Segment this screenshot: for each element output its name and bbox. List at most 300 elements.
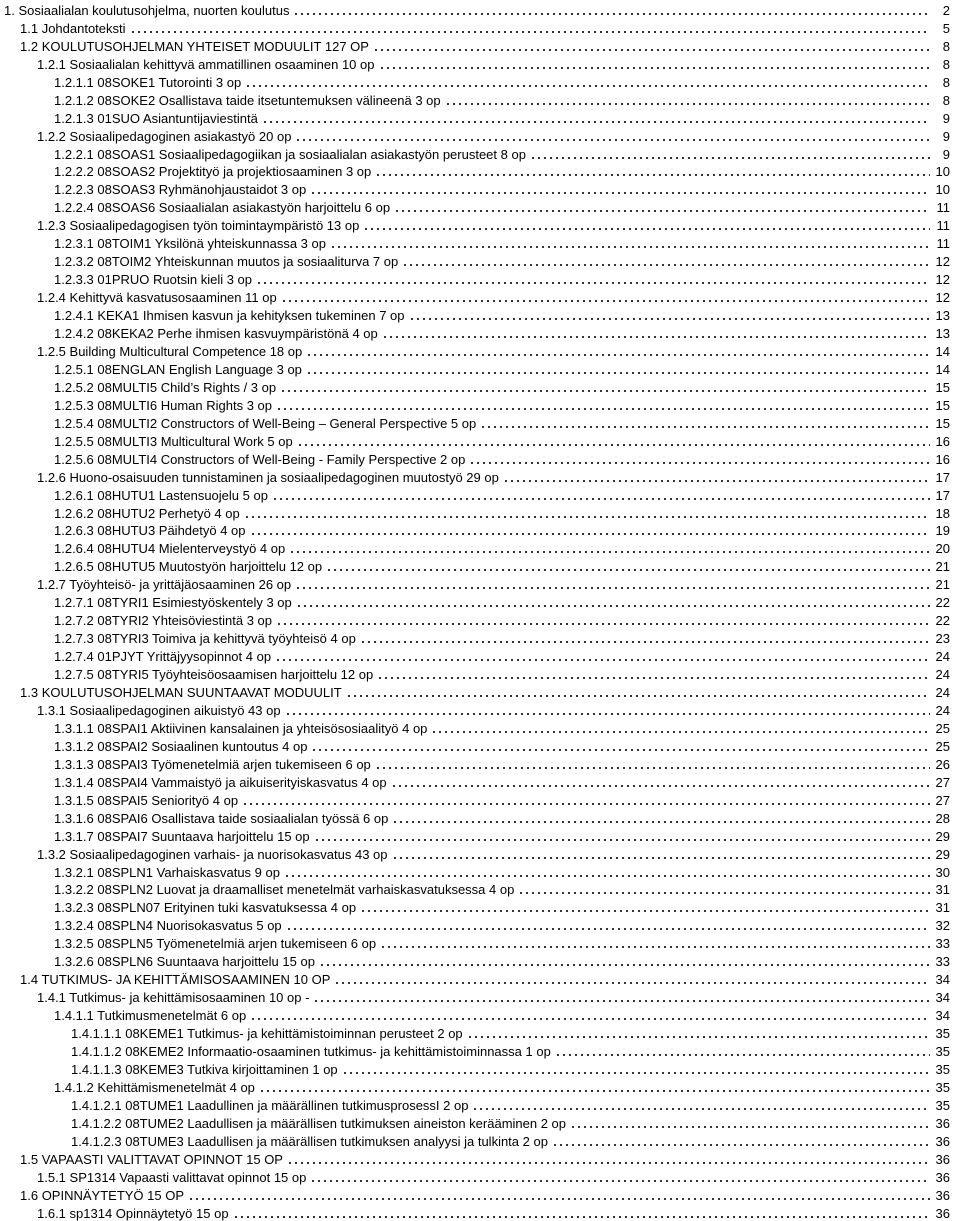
toc-entry-page-number: 19 (935, 523, 950, 539)
toc-entry-text: Huono-osaisuuden tunnistaminen ja sosiaalipedagoginen muutostyö 29 op (65, 469, 499, 485)
toc-entry-title (54, 829, 314, 844)
toc-entry-number: 1.2.4 (37, 290, 66, 306)
toc-entry-title (20, 21, 130, 36)
toc-entry-number: 1.4 (20, 972, 39, 988)
dot-leader (467, 1024, 930, 1039)
toc-entry-page-number: 32 (935, 918, 950, 934)
toc-entry-text: 08TUME1 Laadullinen ja määrällinen tutkimusprosessI 2 op (121, 1097, 469, 1113)
toc-entry-text: 08HUTU4 Mielenterveystyö 4 op (93, 541, 286, 557)
toc-entry-text: 08SOKE2 Osallistava taide itsetuntemuksen välineenä 3 op (93, 92, 441, 108)
toc-entry-number: 1.1 (20, 20, 39, 36)
toc-entry-number: 1.4.1.2.2 (71, 1115, 122, 1131)
toc-entry-title (54, 1008, 250, 1023)
dot-leader (244, 504, 930, 519)
toc-entry-number: 1.2.5.4 (54, 415, 94, 431)
toc-entry-page-number: 17 (935, 487, 950, 503)
toc-entry-page-number: 34 (935, 1008, 950, 1024)
toc-entry-number: 1.2.5 (37, 343, 66, 359)
toc-entry-text: Työyhteisö- ja yrittäjäosaaminen 26 op (65, 577, 292, 593)
toc-entry[interactable] (0, 90, 960, 108)
toc-entry-page-number: 24 (935, 685, 950, 701)
toc-entry[interactable] (0, 880, 960, 898)
toc-entry[interactable] (0, 1131, 960, 1149)
toc-entry[interactable] (0, 162, 960, 180)
toc-entry[interactable] (0, 395, 960, 413)
toc-entry-page-number: 33 (935, 936, 950, 952)
toc-entry-page-number: 8 (942, 92, 950, 108)
toc-entry-page-number: 8 (942, 38, 950, 54)
toc-entry-number: 1.4.1.1.3 (71, 1061, 122, 1077)
dot-leader (570, 1114, 930, 1129)
toc-entry-title (37, 218, 363, 233)
dot-leader (409, 306, 930, 321)
toc-entry-text: KOULUTUSOHJELMAN SUUNTAAVAT MODUULIT (38, 685, 342, 701)
toc-entry-page-number: 24 (935, 667, 950, 683)
dot-leader (262, 109, 930, 124)
toc-entry-number: 1.2.7 (37, 577, 66, 593)
toc-entry-title (37, 129, 295, 144)
dot-leader (310, 180, 929, 195)
dot-leader (503, 468, 930, 483)
toc-entry-page-number: 23 (935, 631, 950, 647)
toc-entry[interactable] (0, 1023, 960, 1041)
toc-entry-number: 1. (4, 2, 15, 18)
toc-entry-title (54, 182, 310, 197)
toc-entry[interactable] (0, 772, 960, 790)
toc-entry-number: 1.2.6.1 (54, 487, 94, 503)
dot-leader (392, 809, 929, 824)
toc-entry-page-number: 31 (935, 882, 950, 898)
toc-entry[interactable] (0, 1041, 960, 1059)
dot-leader (285, 701, 930, 716)
toc-entry-text: Sosiaalialan koulutusohjelma, nuorten koulutus (14, 2, 290, 18)
dot-leader (280, 378, 929, 393)
toc-entry-number: 1.3.2.3 (54, 900, 94, 916)
toc-entry-page-number: 29 (935, 828, 950, 844)
toc-entry-text: 08SPLN07 Erityinen tuki kasvatuksessa 4 op (93, 900, 357, 916)
toc-entry[interactable] (0, 951, 960, 969)
dot-leader (295, 575, 929, 590)
dot-leader (480, 414, 929, 429)
dot-leader (326, 557, 929, 572)
toc-entry-text: Building Multicultural Competence 18 op (65, 343, 303, 359)
toc-entry-title (54, 164, 375, 179)
toc-entry-text: Sosiaalipedagogisen työn toimintaympäristö 13 op (65, 218, 360, 234)
toc-entry-number: 1.3.1.3 (54, 756, 94, 772)
toc-entry-text: 08MULTI5 Child’s Rights / 3 op (93, 379, 277, 395)
toc-entry-text: 08TYRI5 Työyhteisöosaamisen harjoittelu 12 op (93, 667, 374, 683)
toc-entry-page-number: 5 (942, 20, 950, 36)
toc-entry[interactable] (0, 808, 960, 826)
toc-entry-text: 08HUTU5 Muutostyön harjoittelu 12 op (93, 559, 323, 575)
dot-leader (552, 1132, 930, 1147)
toc-entry[interactable] (0, 592, 960, 610)
toc-entry-text: 08KEME3 Tutkiva kirjoittaminen 1 op (121, 1061, 338, 1077)
toc-entry-number: 1.3.2.1 (54, 864, 94, 880)
toc-entry[interactable] (0, 305, 960, 323)
toc-entry-number: 1.3.1.2 (54, 738, 94, 754)
dot-leader (382, 324, 930, 339)
toc-entry[interactable] (0, 1077, 960, 1095)
toc-entry-title (54, 362, 306, 377)
toc-entry-number: 1.2.1.2 (54, 92, 94, 108)
toc-entry-page-number: 29 (935, 846, 950, 862)
toc-entry-text: 08SPLN5 Työmenetelmiä arjen tukemiseen 6 op (93, 936, 377, 952)
toc-entry[interactable] (0, 987, 960, 1005)
toc-entry-number: 1.4.1.2.3 (71, 1133, 122, 1149)
toc-entry-text: 08SPAI2 Sosiaalinen kuntoutus 4 op (93, 738, 308, 754)
toc-entry-number: 1.3.1.1 (54, 720, 94, 736)
toc-entry[interactable] (0, 969, 960, 987)
toc-entry-page-number: 34 (935, 972, 950, 988)
toc-entry-text: Tutkimus- ja kehittämisosaaminen 10 op - (65, 990, 310, 1006)
toc-entry-text: 08TUME2 Laadullisen ja määrällisen tutkimuksen aineiston kerääminen 2 op (121, 1115, 567, 1131)
toc-entry[interactable] (0, 1167, 960, 1185)
toc-entry[interactable] (0, 431, 960, 449)
toc-entry[interactable] (0, 215, 960, 233)
toc-entry-text: TUTKIMUS- JA KEHITTÄMISOSAAMINEN 10 OP (38, 972, 331, 988)
toc-entry-title (20, 1152, 287, 1167)
toc-entry[interactable] (0, 144, 960, 162)
toc-entry[interactable] (0, 36, 960, 54)
toc-entry[interactable] (0, 1113, 960, 1131)
toc-entry-number: 1.3.2 (37, 846, 66, 862)
dot-leader (310, 1168, 929, 1183)
toc-entry-text: Kehittyvä kasvatusosaaminen 11 op (65, 290, 277, 306)
toc-entry-title (37, 344, 306, 359)
toc-entry-page-number: 13 (935, 326, 950, 342)
toc-entry[interactable] (0, 862, 960, 880)
toc-entry-title (54, 147, 530, 162)
toc-entry-number: 1.3.1.5 (54, 792, 94, 808)
toc-entry-title (54, 559, 326, 574)
toc-entry[interactable] (0, 269, 960, 287)
dot-leader (233, 1204, 930, 1219)
toc-entry-number: 1.3.1 (37, 702, 66, 718)
toc-entry-text: Sosiaalipedagoginen varhais- ja nuorisokasvatus 43 op (65, 846, 388, 862)
toc-entry[interactable] (0, 646, 960, 664)
toc-entry-title (20, 685, 346, 700)
toc-entry-text: 08SPLN2 Luovat ja draamalliset menetelmät varhaiskasvatuksessa 4 op (93, 882, 515, 898)
toc-entry[interactable] (0, 251, 960, 269)
toc-entry[interactable] (0, 1005, 960, 1023)
toc-entry[interactable] (0, 72, 960, 90)
dot-leader (360, 898, 929, 913)
toc-entry-page-number: 26 (935, 756, 950, 772)
toc-entry-number: 1.2.3.2 (54, 254, 94, 270)
toc-entry-page-number: 11 (936, 236, 950, 252)
toc-entry[interactable] (0, 0, 960, 18)
dot-leader (250, 1006, 929, 1021)
toc-entry[interactable] (0, 449, 960, 467)
toc-entry-text: 08SPAI1 Aktiivinen kansalainen ja yhteisösosiaalityö 4 op (93, 720, 428, 736)
toc-entry[interactable] (0, 664, 960, 682)
toc-entry[interactable] (0, 521, 960, 539)
toc-entry-number: 1.3.2.4 (54, 918, 94, 934)
toc-entry-title (54, 523, 250, 538)
toc-entry-text: Sosiaalipedagoginen asiakastyö 20 op (65, 128, 292, 144)
toc-entry-page-number: 11 (936, 218, 950, 234)
toc-entry-text: 08TYRI3 Toimiva ja kehittyvä työyhteisö 4 op (93, 631, 356, 647)
toc-entry-page-number: 35 (935, 1026, 950, 1042)
toc-entry-number: 1.5.1 (37, 1169, 66, 1185)
toc-entry-title (71, 1098, 472, 1113)
dot-leader (297, 432, 930, 447)
toc-entry-page-number: 35 (935, 1044, 950, 1060)
toc-entry-title (20, 39, 373, 54)
toc-entry-title (54, 793, 242, 808)
toc-entry-number: 1.3.1.6 (54, 810, 94, 826)
toc-entry-number: 1.2.7.3 (54, 631, 94, 647)
toc-entry[interactable] (0, 1095, 960, 1113)
dot-leader (530, 145, 930, 160)
toc-entry[interactable] (0, 574, 960, 592)
toc-entry-number: 1.3.2.6 (54, 954, 94, 970)
toc-entry-page-number: 21 (935, 577, 950, 593)
toc-entry[interactable] (0, 287, 960, 305)
dot-leader (284, 863, 930, 878)
toc-entry-number: 1.2.6.4 (54, 541, 94, 557)
toc-entry-title (54, 918, 286, 933)
dot-leader (245, 73, 930, 88)
toc-entry-text: SP1314 Vapaasti valittavat opinnot 15 op (65, 1169, 307, 1185)
toc-entry-title (54, 775, 391, 790)
toc-entry-page-number: 8 (942, 56, 950, 72)
toc-entry[interactable] (0, 180, 960, 198)
toc-entry-text: 08ENGLAN English Language 3 op (93, 361, 302, 377)
toc-entry[interactable] (0, 485, 960, 503)
toc-entry-text: 08TUME3 Laadullisen ja määrällisen tutkimuksen analyysi ja tulkinta 2 op (121, 1133, 548, 1149)
toc-entry-title (54, 236, 330, 251)
toc-entry-page-number: 35 (935, 1097, 950, 1113)
dot-leader (276, 611, 930, 626)
toc-entry-number: 1.2.1.3 (54, 110, 94, 126)
toc-entry-page-number: 36 (935, 1115, 950, 1131)
dot-leader (306, 360, 930, 375)
toc-entry-title (37, 847, 392, 862)
toc-entry-title (54, 649, 275, 664)
toc-entry-page-number: 10 (935, 164, 950, 180)
dot-leader (555, 1042, 930, 1057)
toc-entry[interactable] (0, 628, 960, 646)
toc-entry[interactable] (0, 18, 960, 36)
toc-entry-number: 1.6 (20, 1187, 39, 1203)
toc-entry-page-number: 25 (935, 738, 950, 754)
toc-entry[interactable] (0, 736, 960, 754)
toc-entry-title (54, 541, 289, 556)
dot-leader (431, 719, 929, 734)
toc-entry[interactable] (0, 556, 960, 574)
toc-entry[interactable] (0, 718, 960, 736)
toc-entry-number: 1.2.5.1 (54, 361, 94, 377)
toc-entry-title (54, 739, 311, 754)
toc-entry[interactable] (0, 933, 960, 951)
toc-entry[interactable] (0, 359, 960, 377)
toc-entry-number: 1.2.2.2 (54, 164, 94, 180)
dot-leader (379, 55, 931, 70)
toc-entry-number: 1.2.6 (37, 469, 66, 485)
dot-leader (313, 988, 929, 1003)
toc-entry-text: KEKA1 Ihmisen kasvun ja kehityksen tukeminen 7 op (93, 308, 405, 324)
dot-leader (286, 916, 930, 931)
toc-entry-page-number: 16 (935, 451, 950, 467)
dot-leader (130, 19, 930, 34)
dot-leader (330, 234, 930, 249)
toc-entry-text: 08SPLN4 Nuorisokasvatus 5 op (93, 918, 282, 934)
toc-entry-text: Johdantoteksti (38, 20, 126, 36)
toc-entry-text: 08SPAI4 Vammaistyö ja aikuiserityiskasvatus 4 op (93, 774, 387, 790)
toc-entry[interactable] (0, 108, 960, 126)
dot-leader (287, 1150, 930, 1165)
toc-entry[interactable] (0, 341, 960, 359)
toc-entry-title (37, 703, 285, 718)
toc-entry-title (54, 488, 272, 503)
toc-entry-title (54, 200, 394, 215)
toc-entry-title (54, 811, 392, 826)
toc-entry-text: 08HUTU3 Päihdetyö 4 op (93, 523, 246, 539)
toc-entry-number: 1.2.5.5 (54, 433, 94, 449)
dot-leader (311, 737, 929, 752)
dot-leader (306, 342, 929, 357)
toc-entry-number: 1.4.1.1 (54, 1008, 94, 1024)
toc-entry-page-number: 24 (935, 649, 950, 665)
toc-entry-page-number: 28 (935, 810, 950, 826)
dot-leader (295, 127, 930, 142)
toc-entry-text: 08SOKE1 Tutorointi 3 op (93, 74, 242, 90)
toc-entry-title (71, 1026, 467, 1041)
toc-entry-title (37, 577, 295, 592)
dot-leader (375, 755, 930, 770)
toc-entry-page-number: 33 (935, 954, 950, 970)
toc-entry[interactable] (0, 915, 960, 933)
dot-leader (518, 880, 929, 895)
toc-entry-text: VAPAASTI VALITTAVAT OPINNOT 15 OP (38, 1151, 283, 1167)
toc-entry-text: 08SOAS2 Projektityö ja projektiosaaminen 3 op (93, 164, 372, 180)
toc-entry-page-number: 15 (935, 397, 950, 413)
toc-entry-number: 1.5 (20, 1151, 39, 1167)
dot-leader (188, 1186, 930, 1201)
toc-entry-title (54, 595, 296, 610)
toc-entry-text: 08SOAS1 Sosiaalipedagogiikan ja sosiaalialan asiakastyön perusteet 8 op (93, 146, 526, 162)
toc-entry[interactable] (0, 323, 960, 341)
dot-leader (256, 270, 930, 285)
toc-entry[interactable] (0, 1149, 960, 1167)
dot-leader (314, 827, 930, 842)
toc-entry[interactable] (0, 754, 960, 772)
toc-entry[interactable] (0, 233, 960, 251)
toc-entry-page-number: 18 (935, 505, 950, 521)
toc-entry[interactable] (0, 790, 960, 808)
toc-entry[interactable] (0, 539, 960, 557)
dot-leader (346, 683, 930, 698)
toc-entry-number: 1.2.7.1 (54, 595, 94, 611)
toc-entry-page-number: 14 (935, 361, 950, 377)
toc-entry-title (71, 1044, 555, 1059)
toc-entry[interactable] (0, 467, 960, 485)
toc-entry-page-number: 31 (935, 900, 950, 916)
toc-entry-page-number: 8 (942, 74, 950, 90)
toc-entry-text: 08SPLN6 Suuntaava harjoittelu 15 op (93, 954, 315, 970)
dot-leader (445, 91, 930, 106)
dot-leader (360, 629, 930, 644)
toc-entry-text: 08SOAS6 Sosiaalialan asiakastyön harjoittelu 6 op (93, 200, 391, 216)
dot-leader (296, 593, 930, 608)
dot-leader (472, 1096, 929, 1111)
toc-entry[interactable] (0, 54, 960, 72)
toc-entry-page-number: 27 (935, 774, 950, 790)
toc-entry[interactable] (0, 610, 960, 628)
toc-entry-title (54, 954, 319, 969)
toc-entry-page-number: 25 (935, 720, 950, 736)
toc-entry-page-number: 12 (935, 254, 950, 270)
toc-entry-page-number: 16 (935, 433, 950, 449)
toc-entry-title (54, 111, 262, 126)
toc-entry-title (54, 452, 469, 467)
dot-leader (293, 1, 930, 16)
toc-entry[interactable] (0, 700, 960, 718)
toc-entry[interactable] (0, 413, 960, 431)
toc-entry[interactable] (0, 503, 960, 521)
toc-entry-page-number: 14 (935, 343, 950, 359)
toc-entry-number: 1.2.3 (37, 218, 66, 234)
toc-entry[interactable] (0, 1185, 960, 1203)
toc-entry[interactable] (0, 826, 960, 844)
toc-entry-number: 1.3.1.7 (54, 828, 94, 844)
toc-entry-page-number: 36 (935, 1133, 950, 1149)
toc-entry-number: 1.4.1 (37, 990, 66, 1006)
toc-entry-number: 1.2.7.2 (54, 613, 94, 629)
toc-entry-text: 08HUTU1 Lastensuojelu 5 op (93, 487, 268, 503)
toc-entry-page-number: 21 (935, 559, 950, 575)
toc-entry-title (54, 882, 518, 897)
toc-entry-title (54, 757, 375, 772)
toc-entry-page-number: 30 (935, 864, 950, 880)
toc-entry-number: 1.2.5.6 (54, 451, 94, 467)
toc-entry-number: 1.2.7.4 (54, 649, 94, 665)
toc-entry-number: 1.4.1.1.1 (71, 1026, 122, 1042)
toc-entry[interactable] (0, 844, 960, 862)
toc-entry-number: 1.2.4.2 (54, 326, 94, 342)
toc-entry-number: 1.2.5.2 (54, 379, 94, 395)
toc-entry[interactable] (0, 898, 960, 916)
toc-entry[interactable] (0, 197, 960, 215)
toc-entry-title (54, 93, 445, 108)
toc-entry-title (4, 3, 293, 18)
toc-entry-title (54, 721, 431, 736)
toc-entry-page-number: 24 (935, 702, 950, 718)
toc-entry-text: Kehittämismenetelmät 4 op (93, 1079, 255, 1095)
toc-entry[interactable] (0, 682, 960, 700)
toc-entry-title (54, 900, 360, 915)
toc-entry-title (37, 1170, 310, 1185)
toc-entry-title (54, 1080, 259, 1095)
dot-leader (380, 934, 929, 949)
toc-entry[interactable] (0, 126, 960, 144)
toc-entry[interactable] (0, 377, 960, 395)
toc-entry-number: 1.4.1.2.1 (71, 1097, 122, 1113)
toc-entry-page-number: 35 (935, 1061, 950, 1077)
toc-entry-number: 1.6.1 (37, 1205, 66, 1221)
toc-entry-title (71, 1134, 552, 1149)
toc-entry-text: 01PRUO Ruotsin kieli 3 op (93, 272, 253, 288)
toc-entry[interactable] (0, 1059, 960, 1077)
toc-entry-number: 1.2.6.3 (54, 523, 94, 539)
toc-entry-number: 1.2.6.5 (54, 559, 94, 575)
toc-entry-text: 08SPAI6 Osallistava taide sosiaalialan työssä 6 op (93, 810, 389, 826)
toc-entry-page-number: 15 (935, 415, 950, 431)
toc-entry-page-number: 22 (935, 613, 950, 629)
toc-entry-text: 08KEKA2 Perhe ihmisen kasvuympäristönä 4 op (93, 326, 378, 342)
